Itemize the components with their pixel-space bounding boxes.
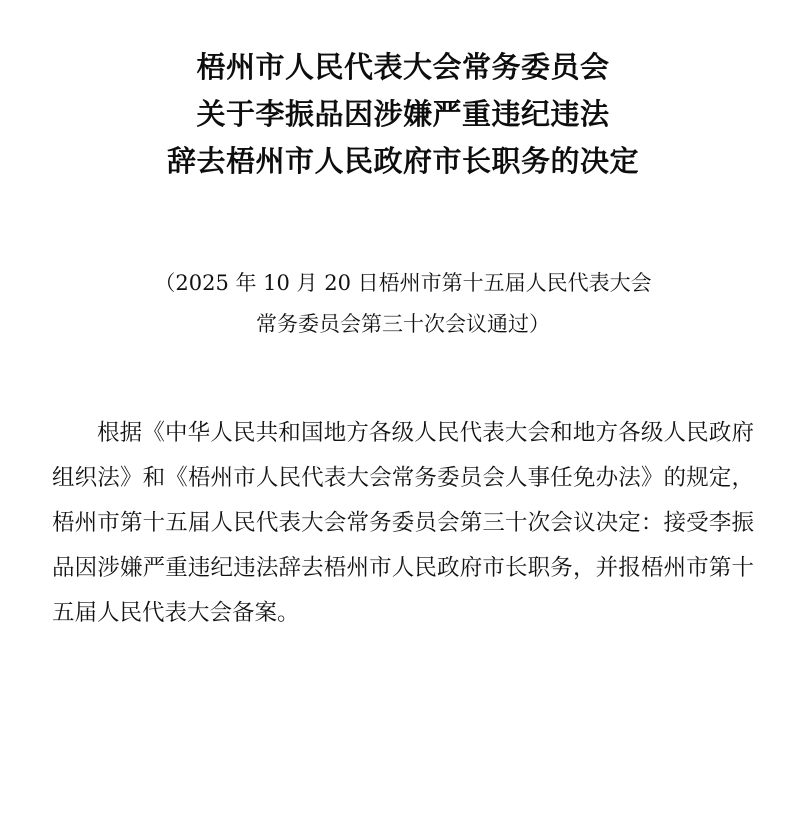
- subtitle-line-1: （2025 年 10 月 20 日梧州市第十五届人民代表大会: [154, 270, 652, 295]
- body-paragraph-1: 根据《中华人民共和国地方各级人民代表大会和地方各级人民政府组织法》和《梧州市人民代表大会常务委员会人事任免办法》的规定，梧州市第十五届人民代表大会常务委员会第三十次会议决定：接受李振品因涉嫌严重违纪违法辞去梧州市人民政府市长职务，并报梧州市第十五届人民代表大会备案。: [52, 419, 754, 626]
- document-subtitle: [40, 185, 766, 345]
- document-body: [40, 345, 766, 636]
- title-line-3: 辞去梧州市人民政府市长职务的决定: [166, 143, 639, 178]
- title-line-1: 梧州市人民代表大会常务委员会: [196, 50, 610, 84]
- title-line-2: 关于李振品因涉嫌严重违纪违法: [196, 96, 610, 131]
- subtitle-line-2: 常务委员会第三十次会议通过）: [256, 311, 550, 336]
- page-title: [40, 0, 766, 185]
